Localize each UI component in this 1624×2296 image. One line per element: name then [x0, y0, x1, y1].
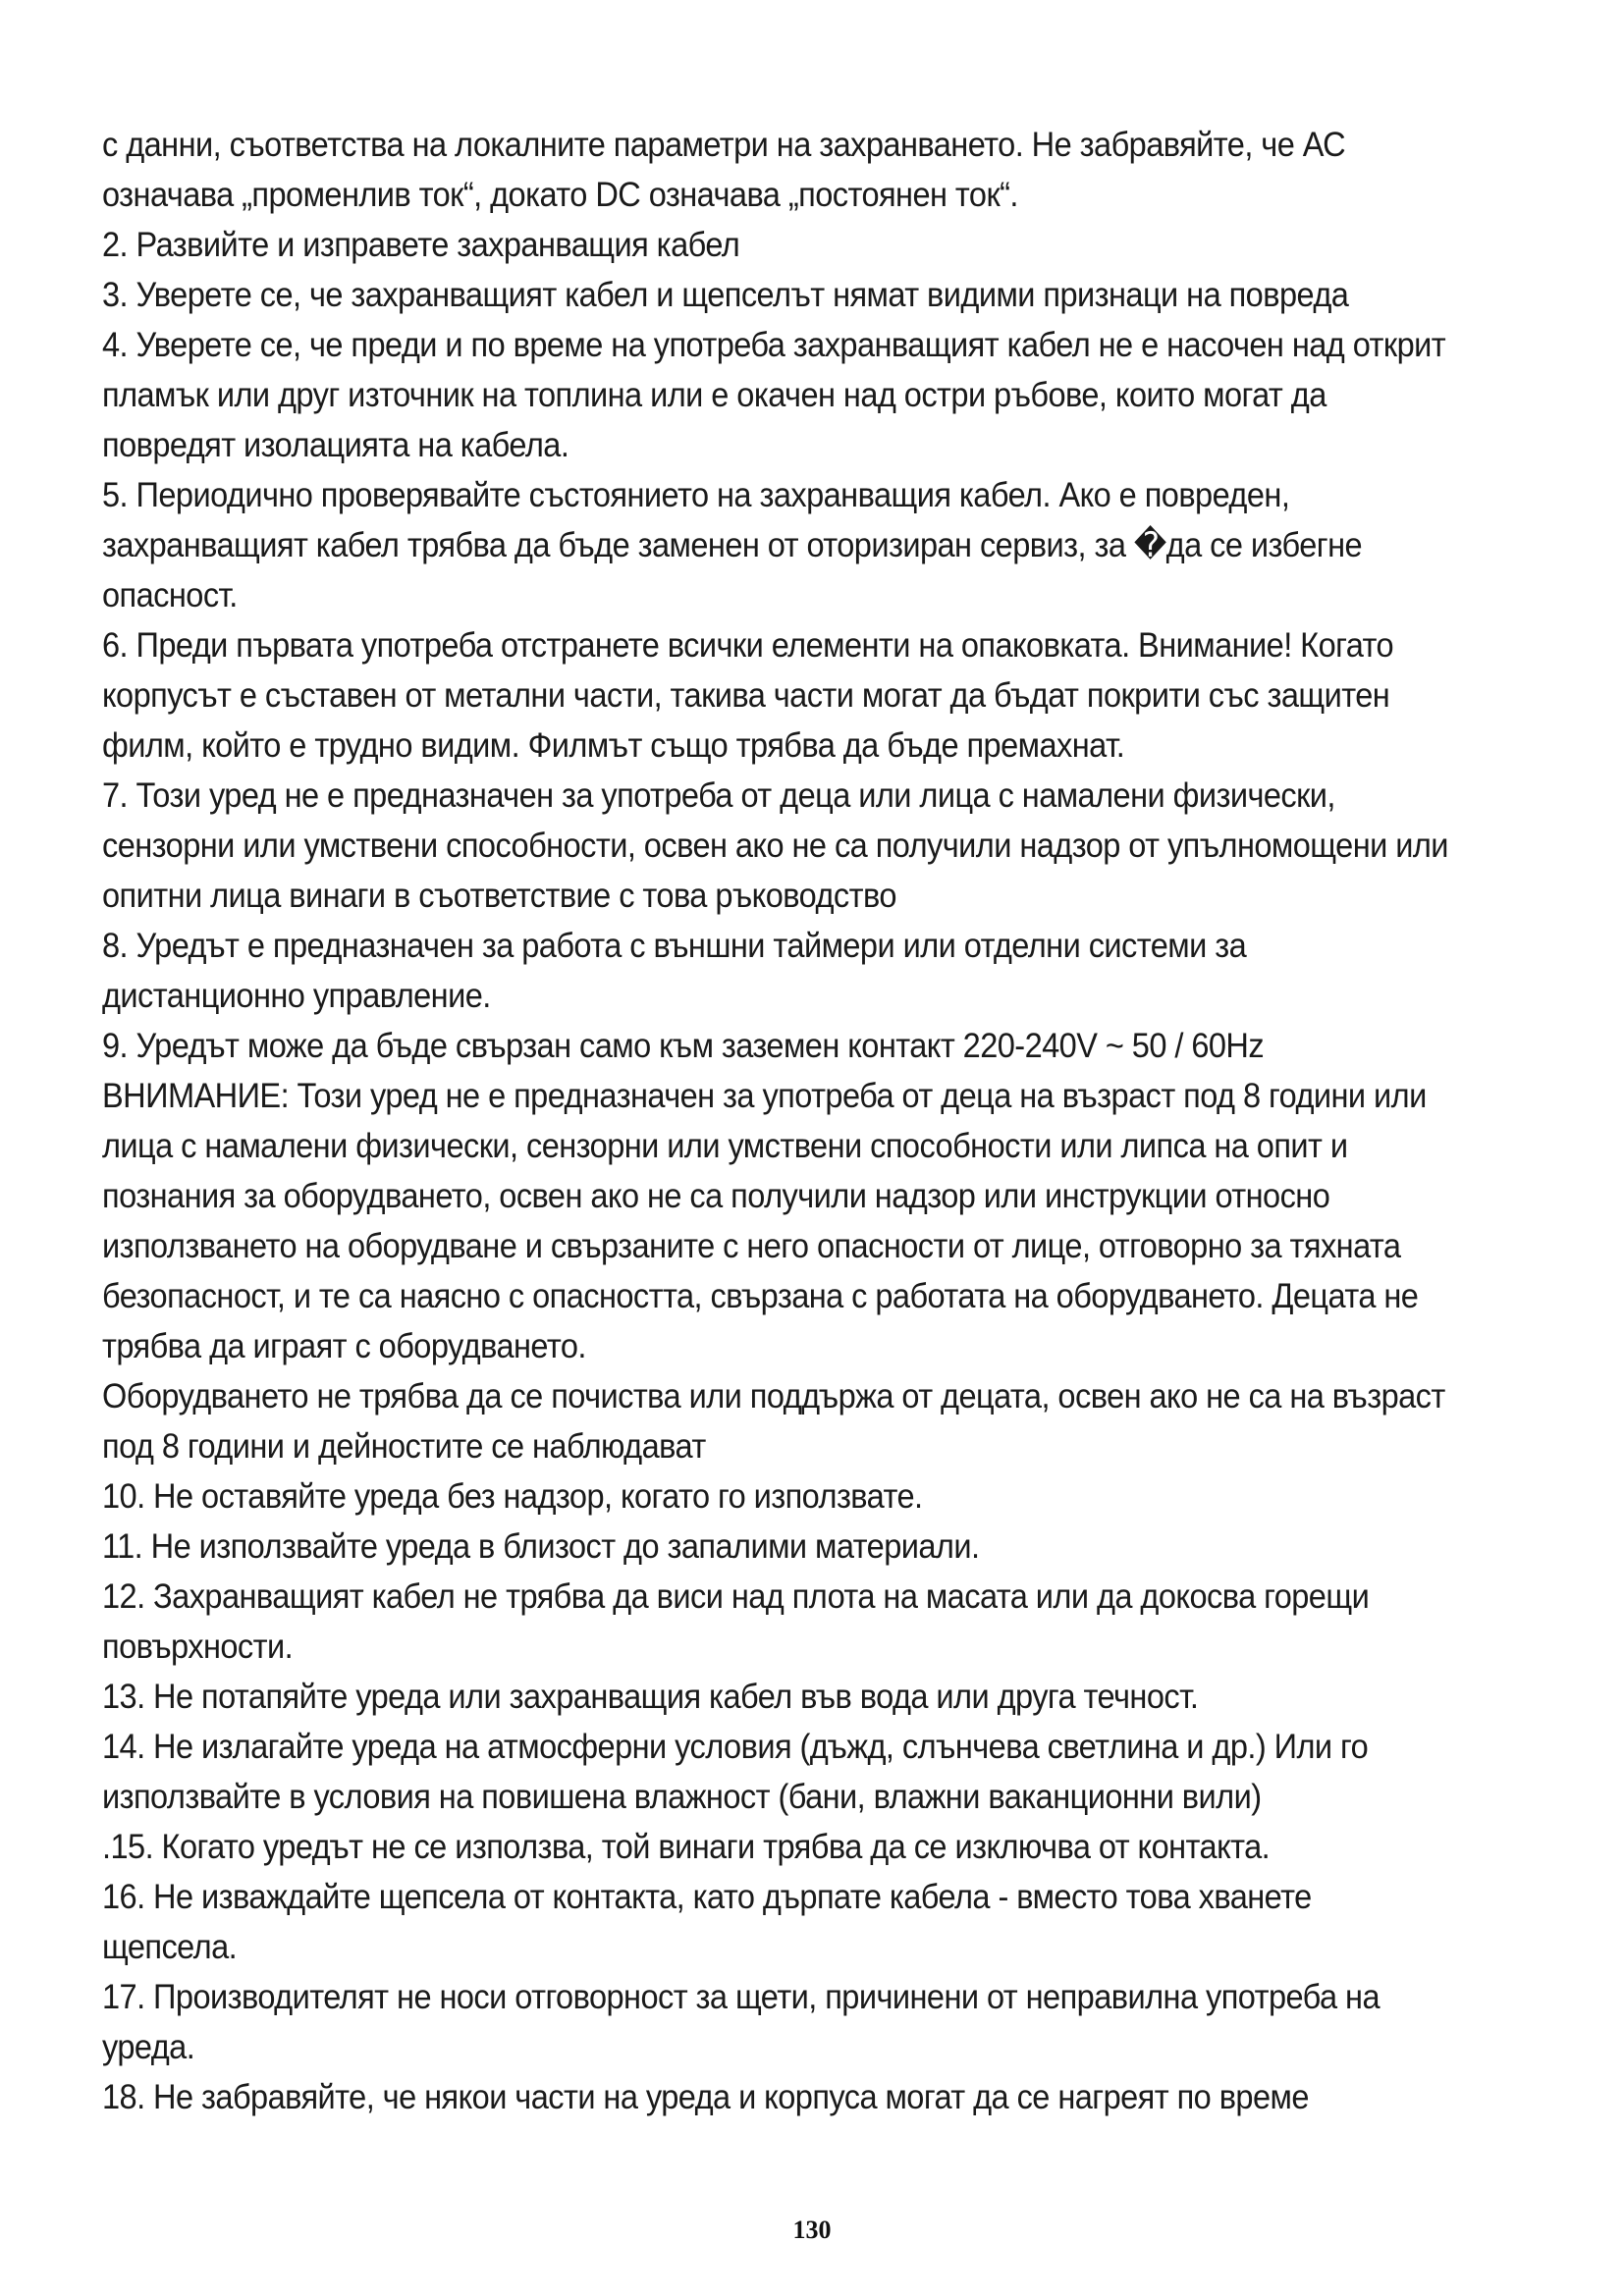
paragraph-item-6: 6. Преди първата употреба отстранете всички елементи на опаковката. Внимание! Когато корпусът е съставен от метални части, такива части могат да бъдат покрити със защитен филм, който е трудно видим. Филмът също трябва да бъде премахнат.	[102, 626, 1394, 765]
paragraph-item-18: 18. Не забравяйте, че някои части на уреда и корпуса могат да се нагреят по време	[102, 2078, 1309, 2116]
paragraph-children-cleaning: Оборудването не трябва да се почиства или поддържа от децата, освен ако не са на възраст под 8 години и дейностите се наблюдават	[102, 1377, 1445, 1466]
paragraph-item-3: 3. Уверете се, че захранващият кабел и щепселът нямат видими признаци на повреда	[102, 276, 1349, 314]
paragraph-item-13: 13. Не потапяйте уреда или захранващия кабел във вода или друга течност.	[102, 1678, 1199, 1716]
paragraph-item-8: 8. Уредът е предназначен за работа с външни таймери или отделни системи за дистанционно управление.	[102, 927, 1247, 1015]
paragraph-item-5: 5. Периодично проверявайте състоянието на захранващия кабел. Ако е повреден, захранващият кабел трябва да бъде заменен от оторизиран сервиз, за �да се избегне опасност.	[102, 476, 1363, 614]
paragraph-item-4: 4. Уверете се, че преди и по време на употреба захранващият кабел не е насочен над открит пламък или друг източник на топлина или е окачен над остри ръбове, които могат да повредят изолацията на кабела.	[102, 326, 1446, 464]
paragraph-warning: ВНИМАНИЕ: Този уред не е предназначен за употреба от деца на възраст под 8 години или лица с намалени физически, сензорни или умствени способности или липса на опит и познания за оборудването, освен ако не са получили надзор или инструкции относно използването на оборудване и свързаните с него опасности от лице, отговорно за тяхната безопасност, и те са наясно с опасността, свързана с работата на оборудването. Децата не трябва да играят с оборудването.	[102, 1077, 1427, 1365]
paragraph-item-16: 16. Не изваждайте щепсела от контакта, като дърпате кабела - вместо това хванете щепсела.	[102, 1878, 1312, 1966]
paragraph-item-7: 7. Този уред не е предназначен за употреба от деца или лица с намалени физически, сензорни или умствени способности, освен ако не са получили надзор от упълномощени или опитни лица винаги в съответствие с това ръководство	[102, 776, 1448, 915]
paragraph-item-14: 14. Не излагайте уреда на атмосферни условия (дъжд, слънчева светлина и др.) Или го използвайте в условия на повишена влажност (бани, влажни ваканционни вили)	[102, 1728, 1369, 1816]
paragraph-intro-continuation: с данни, съответства на локалните параметри на захранването. Не забравяйте, че АС означава „променлив ток“, докато DC означава „постоянен ток“.	[102, 126, 1346, 214]
body-text	[102, 120, 1453, 2122]
paragraph-item-10: 10. Не оставяйте уреда без надзор, когато го използвате.	[102, 1477, 923, 1516]
paragraph-item-11: 11. Не използвайте уреда в близост до запалими материали.	[102, 1527, 980, 1566]
page-number: 130	[792, 2216, 832, 2244]
paragraph-item-15: .15. Когато уредът не се използва, той винаги трябва да се изключва от контакта.	[102, 1828, 1271, 1866]
paragraph-item-12: 12. Захранващият кабел не трябва да виси над плота на масата или да докосва горещи повърхности.	[102, 1577, 1370, 1666]
paragraph-item-9: 9. Уредът може да бъде свързан само към заземен контакт 220-240V ~ 50 / 60Hz	[102, 1027, 1265, 1065]
paragraph-item-17: 17. Производителят не носи отговорност за щети, причинени от неправилна употреба на уреда.	[102, 1978, 1380, 2066]
paragraph-item-2: 2. Развийте и изправете захранващия кабел	[102, 226, 740, 264]
